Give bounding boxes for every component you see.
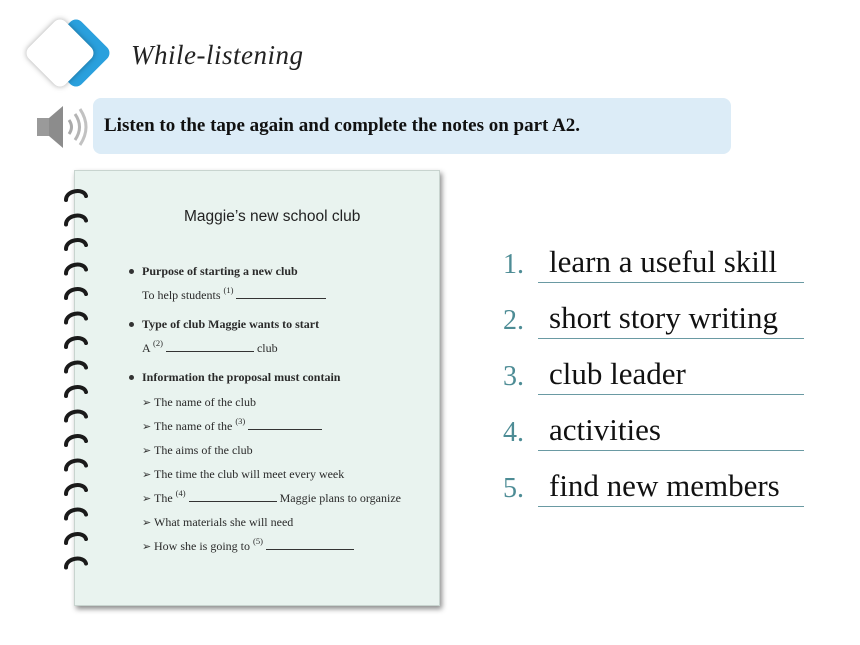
answer-underline	[538, 282, 804, 283]
arrow-bullet-icon: ➢	[142, 445, 152, 457]
answer-number: 4.	[503, 417, 524, 448]
arrow-bullet-icon: ➢	[142, 541, 152, 553]
page-title: While-listening	[131, 40, 304, 70]
blank-number-5: (5)	[253, 536, 263, 546]
answer-underline	[538, 338, 804, 339]
info-item-2-text: The name of the	[154, 419, 233, 433]
answer-number: 1.	[503, 249, 524, 280]
info-item-7	[154, 536, 354, 554]
spiral-ring	[66, 240, 86, 249]
spiral-ring	[66, 338, 86, 347]
info-item-7-text: How she is going to	[154, 539, 250, 553]
section-purpose: Purpose of starting a new club	[142, 264, 298, 278]
blank-1	[236, 289, 326, 299]
blank-5	[266, 540, 354, 550]
purpose-text: To help students	[142, 288, 221, 302]
spiral-ring	[66, 265, 86, 274]
speaker-icon[interactable]	[32, 100, 92, 154]
info-item-5-suffix: Maggie plans to organize	[279, 491, 401, 505]
answer-underline	[538, 394, 804, 395]
blank-number-2: (2)	[153, 338, 163, 348]
info-item-5	[154, 488, 401, 506]
info-item-6: What materials she will need	[154, 515, 294, 529]
info-item-4: The time the club will meet every week	[154, 467, 345, 481]
spiral-ring	[66, 559, 86, 568]
spiral-ring	[66, 412, 86, 421]
answer-text: find new members	[549, 468, 780, 503]
spiral-ring	[66, 436, 86, 445]
blank-3	[248, 420, 322, 430]
blank-number-4: (4)	[175, 488, 186, 498]
spiral-ring	[66, 534, 86, 543]
blank-2	[166, 342, 254, 352]
answer-underline	[538, 506, 804, 507]
spiral-ring	[66, 314, 86, 323]
answer-underline	[538, 450, 804, 451]
answer-number: 3.	[503, 361, 524, 392]
arrow-bullet-icon: ➢	[142, 517, 152, 529]
blank-number-1: (1)	[223, 285, 234, 295]
answer-text: club leader	[549, 356, 686, 391]
arrow-bullet-icon: ➢	[142, 469, 152, 481]
info-item-5-prefix: The	[154, 491, 173, 505]
info-item-1: The name of the club	[154, 395, 256, 409]
purpose-line	[142, 285, 326, 303]
answer-text: learn a useful skill	[549, 244, 778, 279]
bullet-dot	[129, 375, 134, 380]
type-line	[142, 338, 278, 356]
info-item-3: The aims of the club	[154, 443, 253, 457]
arrow-bullet-icon: ➢	[142, 397, 152, 409]
notebook-title: Maggie’s new school club	[184, 208, 361, 225]
arrow-bullet-icon: ➢	[142, 493, 152, 505]
section-information: Information the proposal must contain	[142, 370, 341, 384]
bullet-dot	[129, 322, 134, 327]
spiral-ring	[66, 510, 86, 519]
type-prefix: A	[142, 341, 151, 355]
section-type: Type of club Maggie wants to start	[142, 317, 320, 331]
type-suffix: club	[256, 341, 278, 355]
spiral-ring	[66, 387, 86, 396]
answer-number: 5.	[503, 473, 524, 504]
answer-text: short story writing	[549, 300, 779, 335]
info-item-2	[154, 416, 322, 434]
bullet-dot	[129, 269, 134, 274]
spiral-ring	[66, 485, 86, 494]
spiral-ring	[66, 191, 86, 200]
spiral-ring	[66, 216, 86, 225]
spiral-binding-icon	[60, 182, 96, 582]
answer-number: 2.	[503, 305, 524, 336]
spiral-ring	[66, 289, 86, 298]
spiral-ring	[66, 461, 86, 470]
blank-number-3: (3)	[235, 416, 246, 426]
spiral-ring	[66, 363, 86, 372]
diamond-logo-icon	[22, 14, 122, 94]
instruction-text: Listen to the tape again and complete the notes on part A2.	[104, 115, 581, 136]
blank-4	[189, 492, 277, 502]
answer-text: activities	[549, 412, 661, 447]
arrow-bullet-icon: ➢	[142, 421, 152, 433]
